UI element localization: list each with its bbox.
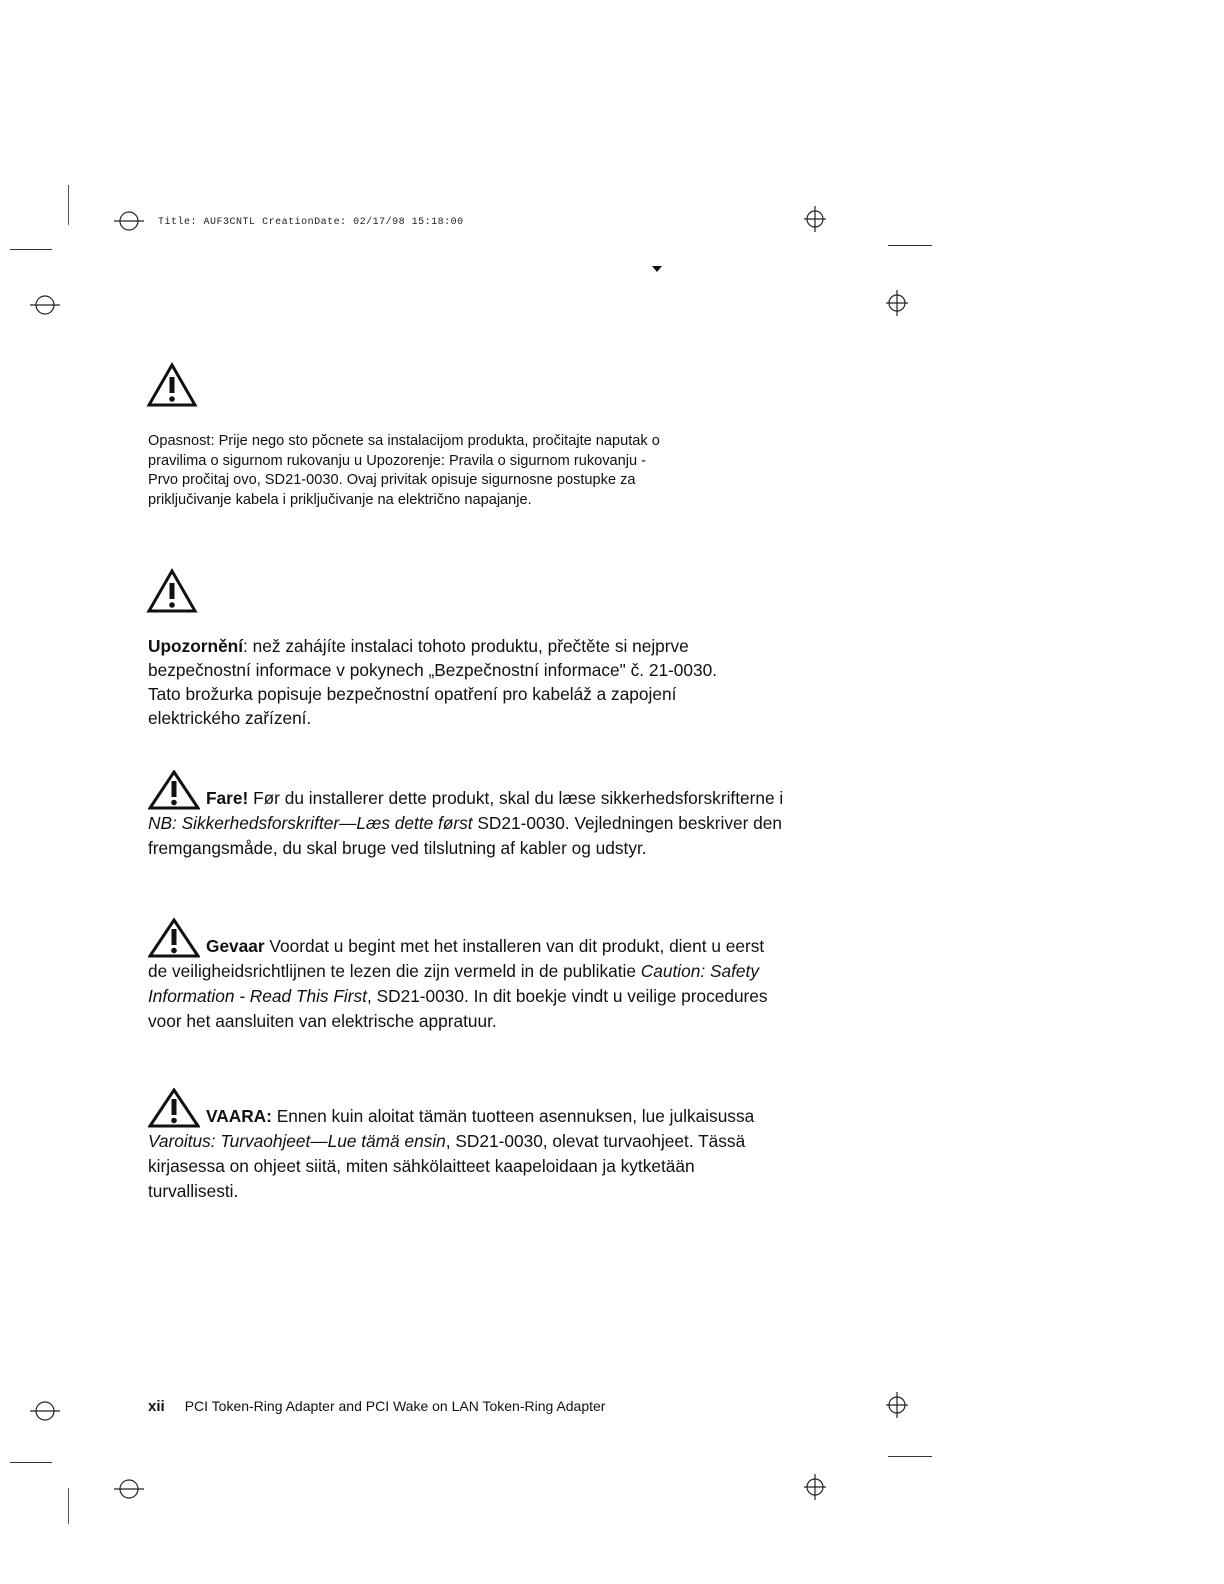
dutch-notice [148, 918, 788, 1034]
warning-triangle-icon [148, 918, 200, 958]
crosshair-mark-icon [800, 1472, 830, 1502]
crosshair-mark-icon [800, 204, 830, 234]
danish-lead: Fare! [206, 788, 249, 808]
danish-publication: NB: Sikkerhedsforskrifter—Læs dette først [148, 813, 473, 833]
header-title-label: Title: [158, 217, 198, 228]
finnish-notice [148, 1088, 788, 1204]
registration-mark-icon [112, 1478, 146, 1500]
danish-notice [148, 770, 788, 861]
triangle-marker-icon [652, 266, 662, 274]
finnish-text-a: Ennen kuin aloitat tämän tuotteen asennuksen, lue julkaisussa [271, 1106, 755, 1126]
trim-tick [68, 1488, 69, 1524]
czech-lead: Upozornění [148, 636, 244, 656]
warning-triangle-icon [148, 1088, 200, 1128]
danish-text-b: SD21-0030. Vejledningen beskriver den fremgangsmåde, du skal bruge ved tilslutning af kabler og udstyr. [148, 813, 782, 858]
trim-line [888, 1456, 932, 1457]
warning-triangle-icon [146, 362, 198, 408]
dutch-text-b: , SD21-0030. In dit boekje vindt u veilige procedures voor het aansluiten van elektrische appratuur. [148, 986, 768, 1031]
finnish-publication: Varoitus: Turvaohjeet—Lue tämä ensin [148, 1131, 446, 1151]
czech-notice [148, 634, 748, 730]
dutch-lead: Gevaar [206, 936, 265, 956]
page-footer [148, 1398, 605, 1415]
print-header [158, 217, 464, 228]
warning-triangle-icon [146, 568, 198, 614]
registration-mark-icon [28, 294, 62, 316]
registration-mark-icon [28, 1400, 62, 1422]
page-number: xii [148, 1398, 165, 1415]
dutch-publication: Caution: Safety Information - Read This First [148, 961, 759, 1006]
danish-text-a: Før du installerer dette produkt, skal du læse sikkerhedsforskrifterne i [248, 788, 784, 808]
header-creation-label: CreationDate: [262, 217, 347, 228]
dutch-text-a: Voordat u begint met het installeren van dit produkt, dient u eerst de veiligheidsrichtlijnen te lezen die zijn vermeld in de publikatie [148, 936, 765, 981]
registration-mark-icon [112, 210, 146, 232]
trim-line [10, 1462, 52, 1463]
finnish-text-b: , SD21-0030, olevat turvaohjeet. Tässä kirjasessa on ohjeet siitä, miten sähkölaitteet kaapeloidaan ja kytketään turvallisesti. [148, 1131, 746, 1201]
trim-line [888, 245, 932, 246]
crosshair-mark-icon [882, 288, 912, 318]
croatian-notice: Opasnost: Prije nego sto pŏcnete sa instalacijom produkta, pročitajte naputak o pravilima o sigurnom rukovanju u Upozorenje: Pravila o sigurnom rukovanju - Prvo pročitaj ovo, SD21-0030. Ovaj privitak opisuje sigurnosne postupke za priključivanje kabela i priključivanje na električno napajanje. [148, 433, 660, 508]
crosshair-mark-icon [882, 1390, 912, 1420]
finnish-lead: VAARA: [206, 1106, 272, 1126]
trim-line [10, 249, 52, 250]
warning-triangle-icon [148, 770, 200, 810]
book-title: PCI Token-Ring Adapter and PCI Wake on LAN Token-Ring Adapter [184, 1398, 606, 1414]
header-title-value: AUF3CNTL [203, 217, 256, 228]
czech-text: : než zahájíte instalaci tohoto produktu, přečtěte si nejprve bezpečnostní informace v pokynech „Bezpečnostní informace" č. 21-0030. Tato brožurka popisuje bezpečnostní opatření pro kabeláž a zapojení elektrického zařízení. [148, 636, 718, 728]
trim-tick [68, 185, 69, 225]
header-creation-value: 02/17/98 15:18:00 [353, 217, 464, 228]
